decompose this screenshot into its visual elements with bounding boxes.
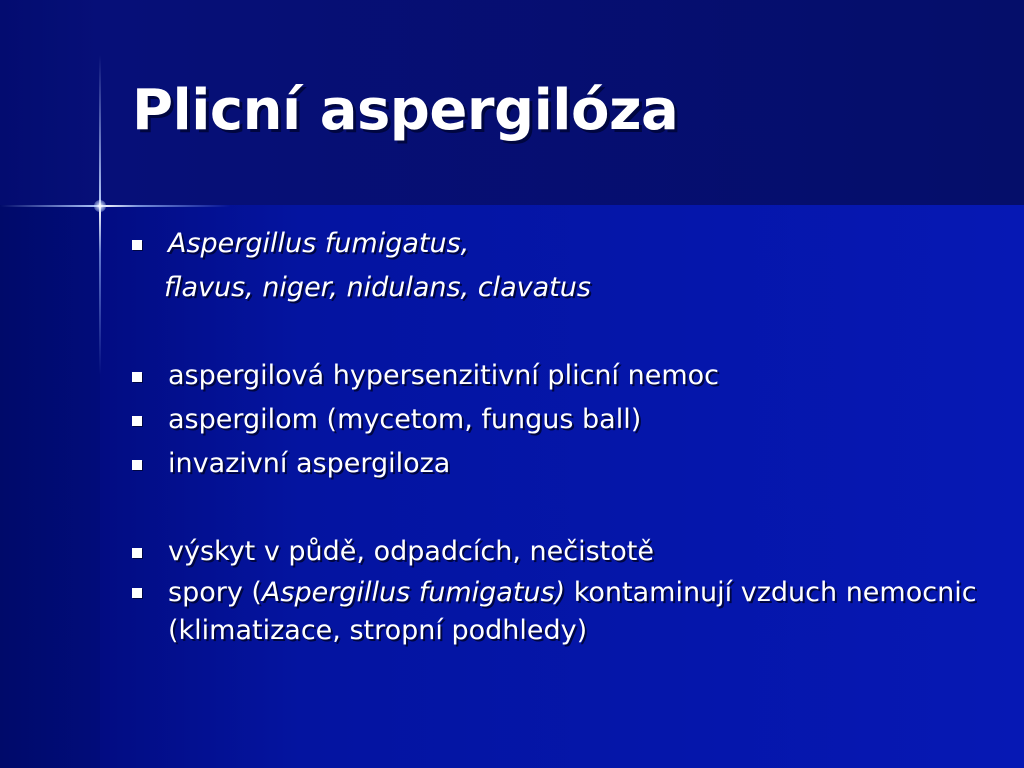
- left-band: [0, 205, 100, 768]
- square-bullet-icon: [132, 460, 142, 470]
- bullet-text-prefix: spory (: [168, 577, 262, 608]
- bullet-text: výskyt v půdě, odpadcích, nečistotě: [168, 536, 654, 567]
- light-flare-vertical: [99, 55, 101, 375]
- bullet-item-invasive: [132, 442, 1002, 486]
- bullet-item-aspergilloma: [132, 398, 1002, 442]
- bullet-text: aspergilom (mycetom, fungus ball): [168, 404, 642, 435]
- square-bullet-icon: [132, 548, 142, 558]
- square-bullet-icon: [132, 372, 142, 382]
- bullet-continuation: flavus, niger, nidulans, clavatus: [164, 272, 591, 303]
- light-flare-center: [94, 200, 106, 212]
- bullet-text: Aspergillus fumigatus,: [168, 228, 470, 259]
- bullet-item-hypersensitivity: [132, 354, 1002, 398]
- bullet-list: [132, 222, 1002, 650]
- bullet-item-occurrence: [132, 530, 1002, 574]
- light-flare-horizontal: [0, 205, 230, 207]
- square-bullet-icon: [132, 588, 142, 598]
- bullet-text-suffix: kontaminují vzduch nemocnic (klimatizace, stropní podhledy): [168, 577, 977, 646]
- square-bullet-icon: [132, 240, 142, 250]
- bullet-text-italic: Aspergillus fumigatus): [261, 577, 566, 608]
- square-bullet-icon: [132, 416, 142, 426]
- bullet-item-species: [132, 222, 1002, 266]
- bullet-item-spores: [132, 574, 1002, 650]
- slide-title: Plicní aspergilóza: [132, 78, 679, 143]
- bullet-text: aspergilová hypersenzitivní plicní nemoc: [168, 360, 719, 391]
- bullet-text: invazivní aspergiloza: [168, 448, 451, 479]
